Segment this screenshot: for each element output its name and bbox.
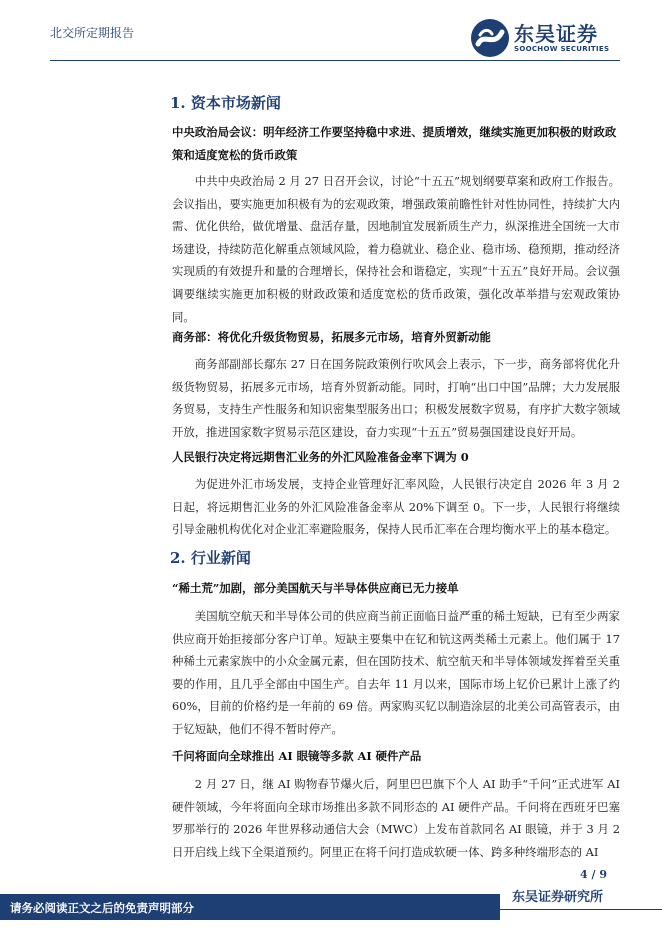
article-headline: 中央政治局会议：明年经济工作要坚持稳中求进、提质增效，继续实施更加积极的财政政策和适度宽松的货币政策 bbox=[172, 125, 617, 162]
article-headline: 人民银行决定将远期售汇业务的外汇风险准备金率下调为 0 bbox=[172, 450, 469, 464]
soochow-logo-icon bbox=[470, 18, 510, 58]
brand-name-en: SOOCHOW SECURITIES bbox=[514, 45, 610, 53]
article-headline: “稀土荒”加剧，部分美国航天与半导体供应商已无力接单 bbox=[172, 581, 459, 595]
section-title-capital-market: 1. 资本市场新闻 bbox=[170, 94, 281, 112]
disclaimer-bar bbox=[0, 894, 500, 920]
footer-organization: 东吴证券研究所 bbox=[512, 890, 604, 905]
disclaimer-text: 请务必阅读正文之后的免责声明部分 bbox=[10, 901, 194, 915]
article-headline: 千问将面向全球推出 AI 眼镜等多款 AI 硬件产品 bbox=[172, 749, 422, 763]
brand-name-cn: 东吴证券 bbox=[514, 22, 598, 46]
report-type-label: 北交所定期报告 bbox=[50, 26, 135, 40]
header-divider bbox=[50, 60, 620, 61]
footer-divider bbox=[500, 909, 662, 910]
article-body: 美国航空航天和半导体公司的供应商当前正面临日益严重的稀土短缺，已有至少两家供应商开始拒接部分客户订单。短缺主要集中在钇和钪这两类稀土元素上。他们属于 17 种稀土元素家族中的小众金属元素，但在国防技术、航空航天和半导体领域发挥着至关重要的作用，且几乎全部由中国生产。自去年 11 月以来，国际市场上钇价已累计上涨了约 60%，目前的价格约是一年前的 69 倍。两家购买钇以制造涂层的北美公司高管表示，由于钇短缺，他们不得不暂时停产。 bbox=[172, 609, 620, 736]
article-body: 中共中央政治局 2 月 27 日召开会议，讨论“十五五”规划纲要草案和政府工作报告。会议指出，要实施更加积极有为的宏观政策，增强政策前瞻性针对性协同性，持续扩大内需、优化供给，做优增量、盘活存量，因地制宜发展新质生产力，纵深推进全国统一大市场建设，持续防范化解重点领域风险，着力稳就业、稳企业、稳市场、稳预期，推动经济实现质的有效提升和量的合理增长，保持社会和谐稳定，实现“十五五”良好开局。会议强调要继续实施更加积极的财政政策和适度宽松的货币政策，强化改革举措与宏观政策协同。 bbox=[172, 174, 620, 324]
article-body: 为促进外汇市场发展，支持企业管理好汇率风险，人民银行决定自 2026 年 3 月 2 日起，将远期售汇业务的外汇风险准备金率从 20%下调至 0。下一步，人民银行将继续引导金融机构优化对企业汇率避险服务，保持人民币汇率在合理均衡水平上的基本稳定。 bbox=[172, 477, 620, 537]
article-body: 2 月 27 日，继 AI 购物春节爆火后，阿里巴巴旗下个人 AI 助手“千问”正式进军 AI 硬件领域，今年将面向全球市场推出多款不同形态的 AI 硬件产品。千问将在西班牙巴塞罗那举行的 2026 年世界移动通信大会（MWC）上发布首款同名 AI 眼镜，并于 3 月 2 日开启线上线下全渠道预约。阿里正在将千问打造成软硬一体、跨多种终端形态的 AI bbox=[172, 777, 620, 859]
brand-logo bbox=[470, 18, 620, 58]
page-number: 4 / 9 bbox=[580, 868, 607, 881]
article-body: 商务部副部长鄢东 27 日在国务院政策例行吹风会上表示，下一步，商务部将优化升级货物贸易，拓展多元市场，培育外贸新动能。同时，打响“出口中国”品牌；大力发展服务贸易，支持生产性服务和知识密集型服务出口；积极发展数字贸易，有序扩大数字领域开放，推进国家数字贸易示范区建设，奋力实现“十五五”贸易强国建设良好开局。 bbox=[172, 357, 620, 439]
section-title-industry-news: 2. 行业新闻 bbox=[170, 549, 251, 567]
article-headline: 商务部：将优化升级货物贸易，拓展多元市场，培育外贸新动能 bbox=[172, 330, 491, 344]
